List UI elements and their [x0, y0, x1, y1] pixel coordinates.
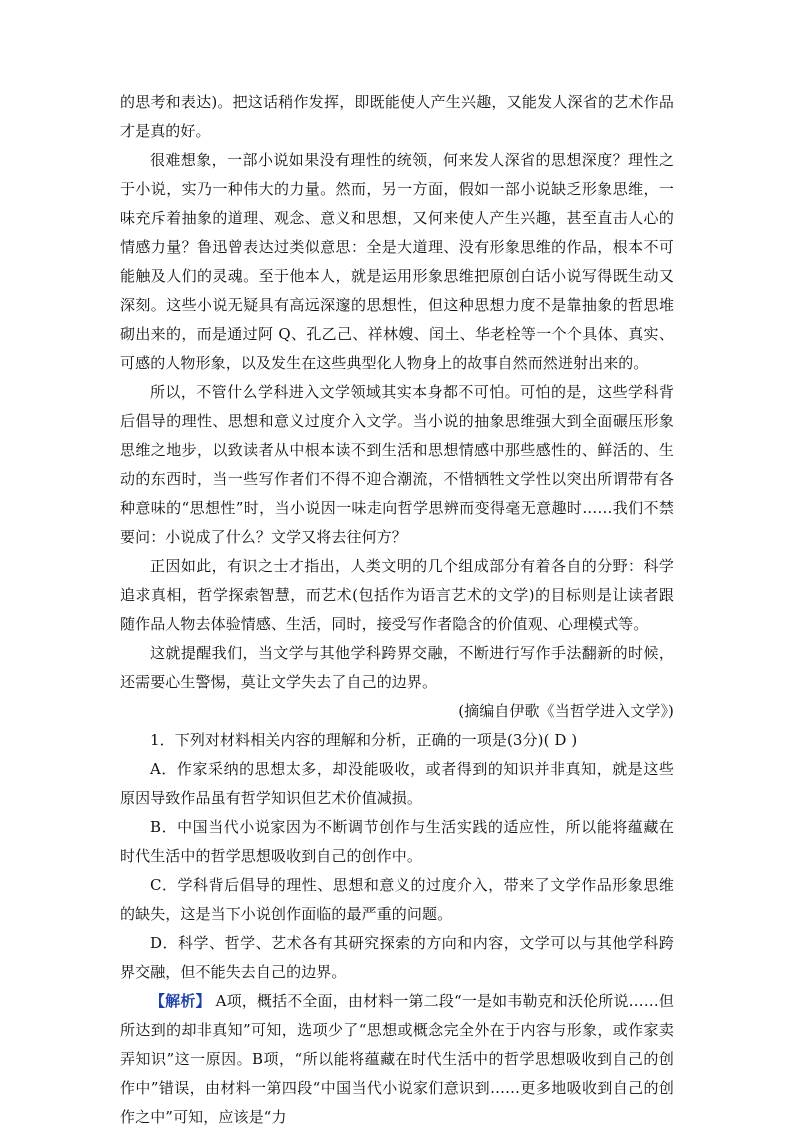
- passage-paragraph: 很难想象，一部小说如果没有理性的统领，何来发人深省的思想深度？理性之于小说，实乃一种伟大的力量。然而，另一方面，假如一部小说缺乏形象思维，一味充斥着抽象的道理、观念、意义和思想，又何来使人产生兴趣，甚至直击人心的情感力量？鲁迅曾表达过类似意思：全是大道理、没有形象思维的作品，根本不可能触及人们的灵魂。至于他本人，就是运用形象思维把原创白话小说写得既生动又深刻。这些小说无疑具有高远深邃的思想性，但这种思想力度不是靠抽象的哲思堆砌出来的，而是通过阿 Q、孔乙己、祥林嫂、闰土、华老栓等一个个具体、真实、可感的人物形象，以及发生在这些典型化人物身上的故事自然而然迸射出来的。: [120, 151, 674, 372]
- passage-paragraph: 所以，不管什么学科进入文学领域其实本身都不可怕。可怕的是，这些学科背后倡导的理性、思想和意义过度介入文学。当小说的抽象思维强大到全面碾压形象思维之地步，以致读者从中根本读不到生活和思想情感中那些感性的、鲜活的、生动的东西时，当一些写作者们不得不迎合潮流，不惜牺牲文学性以突出所谓带有各种意味的“思想性”时，当小说因一味走向哲学思辨而变得毫无意趣时……我们不禁要问：小说成了什么？文学又将去往何方？: [120, 383, 674, 546]
- passage-paragraph: 正因如此，有识之士才指出，人类文明的几个组成部分有着各自的分野：科学追求真相，哲学探索智慧，而艺术(包括作为语言艺术的文学)的目标则是让读者跟随作品人物去体验情感、生活，同时，接受写作者隐含的价值观、心理模式等。: [120, 557, 674, 633]
- passage-source: (摘编自伊歌《当哲学进入文学》): [458, 702, 674, 720]
- question-option-d: D．科学、哲学、艺术各有其研究探索的方向和内容，文学可以与其他学科跨界交融，但不能失去自己的边界。: [120, 934, 674, 981]
- question-option-a: A．作家采纳的思想太多，却没能吸收，或者得到的知识并非真知，就是这些原因导致作品虽有哲学知识但艺术价值减损。: [120, 760, 674, 807]
- passage-paragraph: 这就提醒我们，当文学与其他学科跨界交融，不断进行写作手法翻新的时候，还需要心生警惕，莫让文学失去了自己的边界。: [120, 644, 674, 691]
- question-option-c: C．学科背后倡导的理性、思想和意义的过度介入，带来了文学作品形象思维的缺失，这是当下小说创作面临的最严重的问题。: [120, 876, 674, 923]
- document-body: [120, 88, 674, 1132]
- analysis-paragraph: [120, 987, 674, 1132]
- passage-paragraph-continuation: 的思考和表达)。把这话稍作发挥，即既能使人产生兴趣，又能发人深省的艺术作品才是真的好。: [120, 93, 674, 140]
- analysis-tag: 【解析】: [150, 992, 211, 1010]
- question-stem: 1．下列对材料相关内容的理解和分析，正确的一项是(3分)( D ): [150, 731, 578, 749]
- analysis-text: A项，概括不全面，由材料一第二段“一是如韦勒克和沃伦所说……但所达到的却非真知”可知，选项少了“思想或概念完全外在于内容与形象，或作家卖弄知识”这一原因。B项，“所以能将蕴藏在时代生活中的哲学思想吸收到自己的创作中”错误，由材料一第四段“中国当代小说家们意识到……更多地吸收到自己的创作之中”可知，应该是“力: [120, 992, 674, 1126]
- question-option-b: B．中国当代小说家因为不断调节创作与生活实践的适应性，所以能将蕴藏在时代生活中的哲学思想吸收到自己的创作中。: [120, 818, 674, 865]
